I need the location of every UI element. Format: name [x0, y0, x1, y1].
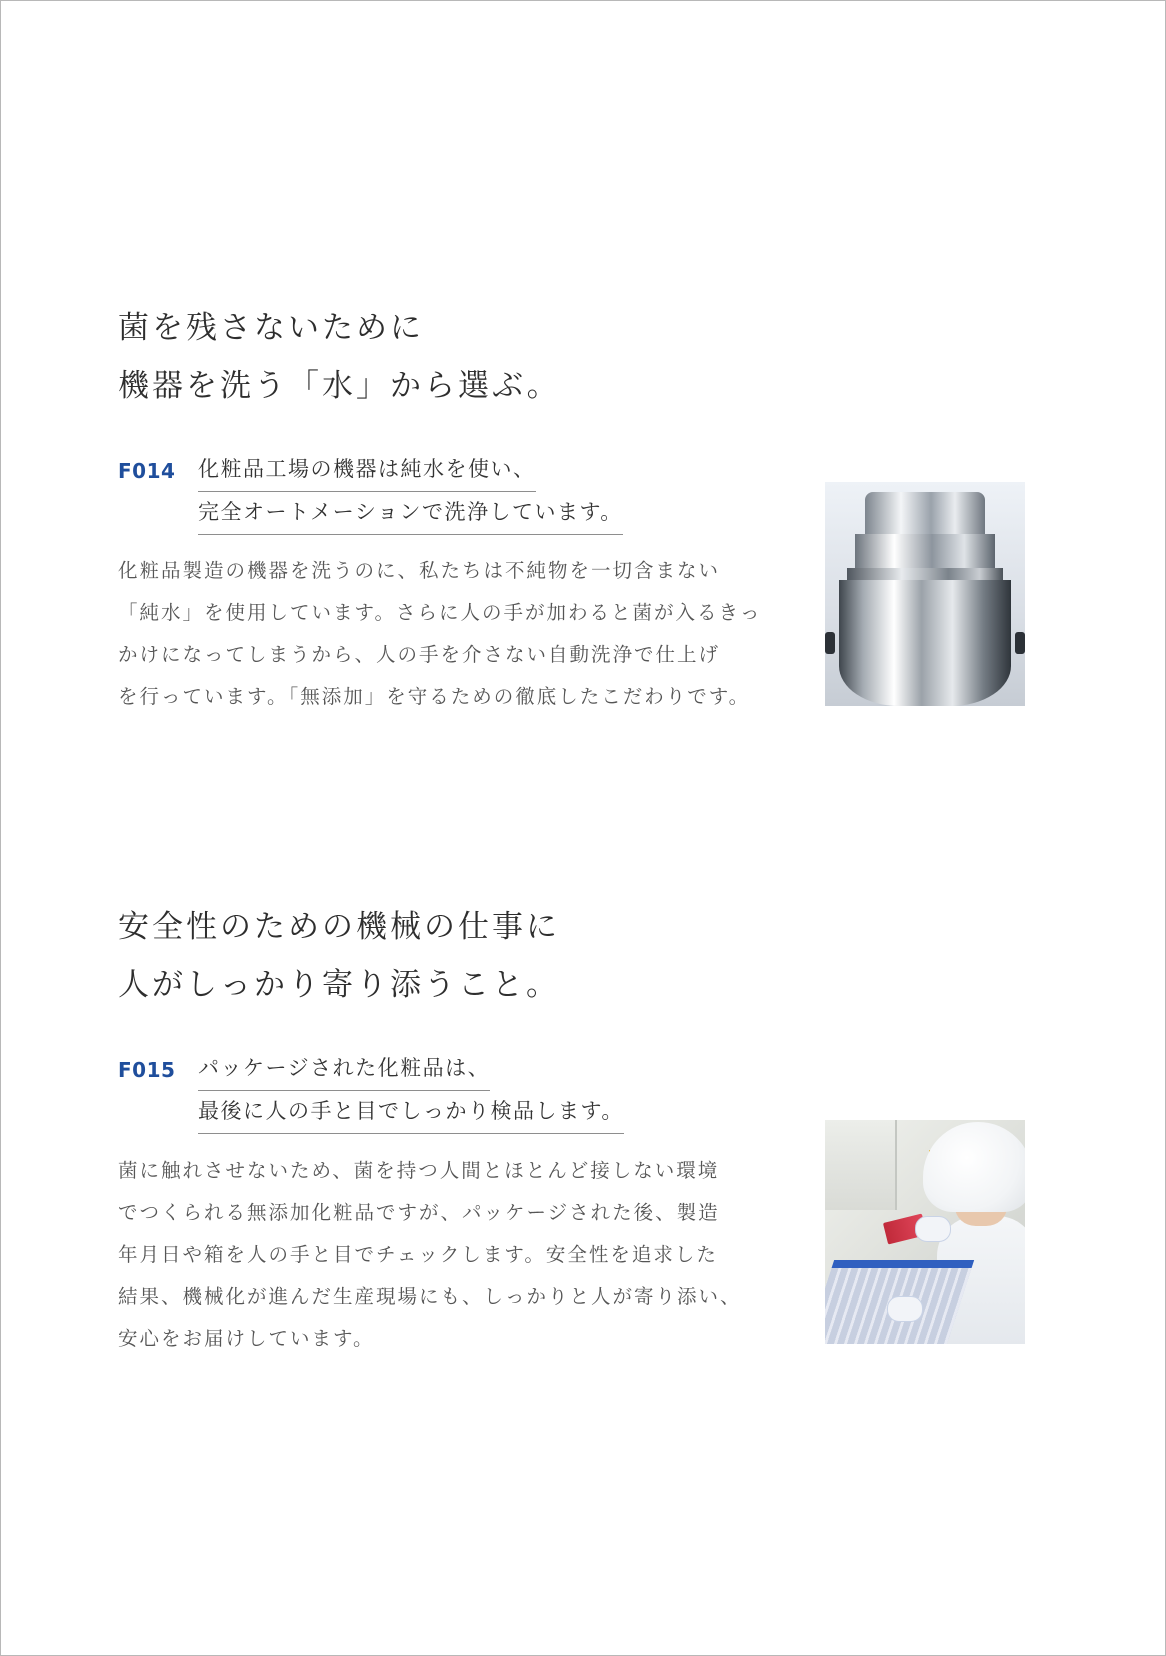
tank-lid	[865, 492, 985, 536]
section-heading	[118, 898, 1058, 1014]
subheading-lines	[198, 453, 623, 539]
heading-line: 人がしっかり寄り添うこと。	[118, 967, 560, 1003]
body-line: でつくられる無添加化粧品ですが、パッケージされた後、製造	[118, 1201, 720, 1224]
body-paragraph	[118, 550, 768, 718]
body-line: 菌に触れさせないため、菌を持つ人間とほとんど接しない環境	[118, 1159, 720, 1182]
section-f014	[118, 299, 1058, 708]
tank-body	[839, 580, 1011, 706]
subheading-line: パッケージされた化粧品は、	[198, 1052, 490, 1091]
subheading-line: 最後に人の手と目でしっかり検品します。	[198, 1095, 624, 1134]
heading-line: 安全性のための機械の仕事に	[118, 909, 560, 945]
tank-handle	[825, 632, 835, 654]
worker-inspection-photo	[825, 1120, 1025, 1344]
tank-rim	[847, 568, 1003, 580]
machine-panel	[825, 1120, 897, 1210]
body-paragraph	[118, 1150, 768, 1360]
heading-line: 菌を残さないために	[118, 310, 424, 346]
item-code: F014	[118, 459, 176, 483]
body-line: 「純水」を使用しています。さらに人の手が加わると菌が入るきっ	[118, 601, 762, 624]
subheading-lines	[198, 1052, 624, 1138]
tank-handle	[1015, 632, 1025, 654]
body-line: かけになってしまうから、人の手を介さない自動洗浄で仕上げ	[118, 643, 721, 666]
body-line: 化粧品製造の機器を洗うのに、私たちは不純物を一切含まない	[118, 559, 721, 582]
subheading-line: 完全オートメーションで洗浄しています。	[198, 496, 623, 535]
section-f015	[118, 898, 1058, 1350]
worker-cap	[923, 1122, 1025, 1212]
body-line: 安心をお届けしています。	[118, 1327, 375, 1350]
glove	[887, 1296, 923, 1322]
body-line: を行っています。「無添加」を守るための徹底したこだわりです。	[118, 685, 751, 708]
item-code: F015	[118, 1058, 176, 1082]
glove	[915, 1216, 951, 1242]
body-line: 結果、機械化が進んだ生産現場にも、しっかりと人が寄り添い、	[118, 1285, 742, 1308]
heading-line: 機器を洗う「水」から選ぶ。	[118, 368, 561, 404]
stainless-tank-photo	[825, 482, 1025, 706]
body-line: 年月日や箱を人の手と目でチェックします。安全性を追求した	[118, 1243, 718, 1266]
tank-neck	[855, 534, 995, 570]
subheading-line: 化粧品工場の機器は純水を使い、	[198, 453, 536, 492]
section-heading	[118, 299, 1058, 415]
